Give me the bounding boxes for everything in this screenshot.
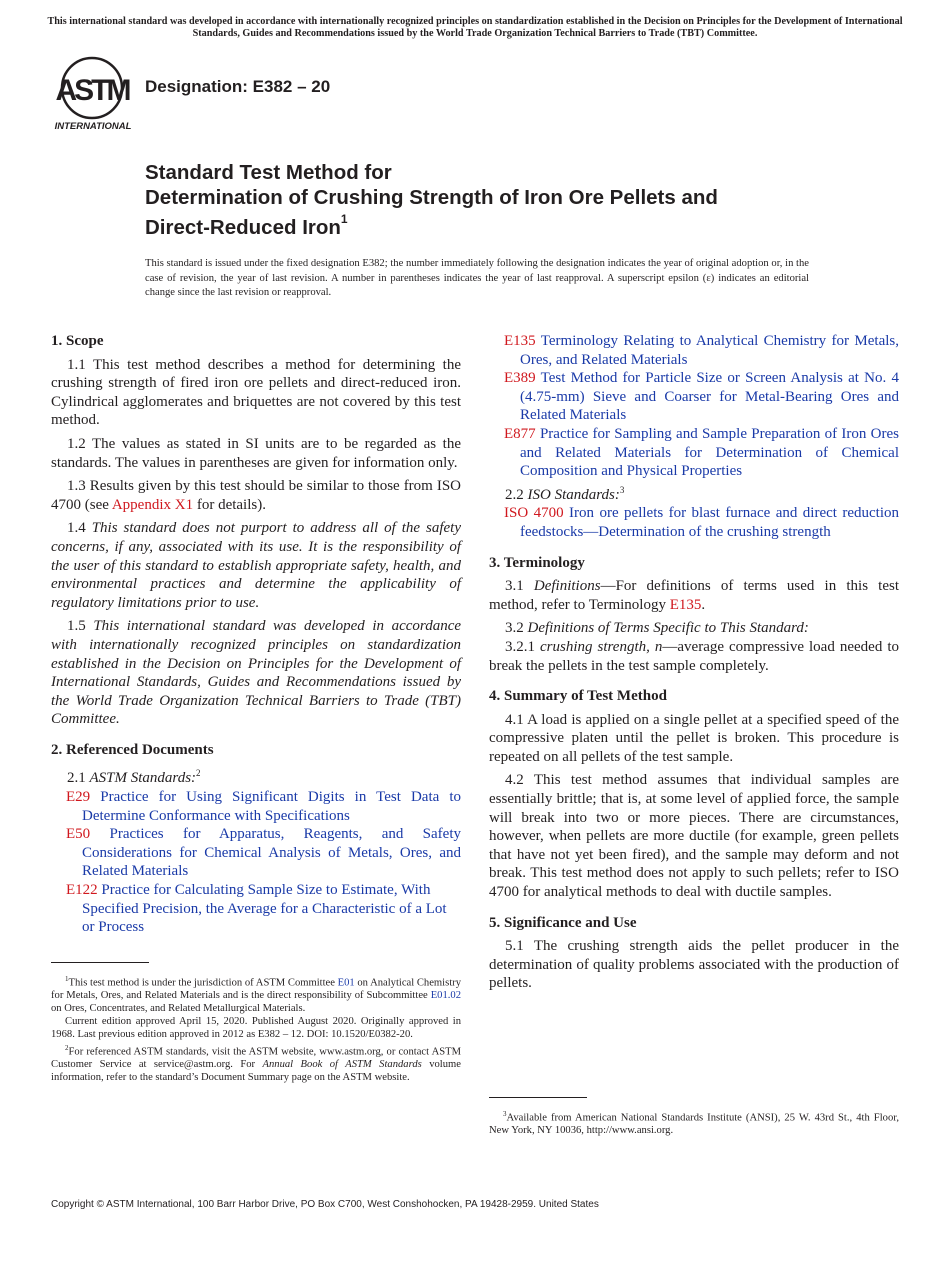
- footnote-1: $^1$This test method is under the jurisdiction of ASTM Committee E01 on Analytical Chemistry for Metals, Ores, and Related Materials and is the direct responsibility of Subcommittee E01.02 on Ores, Concentrates, and Related Metallurgical Materials.: [51, 975, 461, 1015]
- reference-title-link[interactable]: Practice for Calculating Sample Size to Estimate, With Specified Precision, the Average for a Characteristic of a Lot or Process: [82, 882, 447, 936]
- para-1-4: 1.4 This standard does not purport to address all of the safety concerns, if any, associated with its use. It is the responsibility of the user of this standard to establish appropriate safety, health, and environmental practices and determine the applicability of regulatory limitations prior to use.: [51, 520, 462, 611]
- para-4-2: 4.2 This test method assumes that individual samples are essentially brittle; that is, at some level of applied force, the sample will break into two or more pieces. There are circumstances, however, when pellets are more ductile (for example, green pellets that have not yet been fired), and the sample may deform and not break. This test method does not apply to such pellets; refer to ISO 4700 for analytical methods to deal with ductile samples.: [489, 772, 899, 901]
- para-3-2-1: 3.2.1 crushing strength, n—average compressive load needed to break the pellets in the test sample completely.: [489, 638, 899, 674]
- reference-e389: [489, 369, 899, 425]
- appendix-x1-link[interactable]: Appendix X1: [111, 496, 194, 513]
- reference-e50: [51, 825, 461, 881]
- para-4-1: 4.1 A load is applied on a single pellet at a specified speed of the compressive platen until the pellet is broken. This procedure is repeated on all pellets of the test sample.: [489, 711, 899, 765]
- footnotes-left: [51, 962, 461, 1084]
- title-line-1: Standard Test Method for: [145, 161, 392, 184]
- logo-word: INTERNATIONAL: [54, 121, 132, 132]
- reference-code-link[interactable]: E50: [66, 826, 91, 843]
- reference-code-link[interactable]: E29: [66, 789, 91, 806]
- para-2-1: 2.1 ASTM Standards:$^2$: [67, 768, 201, 787]
- title-footnote-mark: 1: [340, 212, 348, 226]
- international-standard-notice: This international standard was developed in accordance with internationally recognized principles on standardization established in the Decision on Principles for the Development of International Standards, Guides and Recommendations issued by the World Trade Organization Technical Barriers to Trade (TBT) Committee.: [47, 16, 903, 39]
- para-1-5: 1.5 This international standard was developed in accordance with internationally recognized principles on standardization established in the Decision on Principles for the Development of International Standards, Guides and Recommendations issued by the World Trade Organization Technical Barriers to Trade (TBT) Committee.: [51, 618, 462, 728]
- footnotes-right: [489, 1097, 899, 1138]
- section-4-heading: 4. Summary of Test Method: [489, 688, 667, 705]
- reference-title-link[interactable]: Terminology Relating to Analytical Chemistry for Metals, Ores, and Related Materials: [520, 333, 899, 368]
- reference-e29: [51, 788, 461, 825]
- para-5-1: 5.1 The crushing strength aids the pellet producer in the determination of quality problems associated with the production of pellets.: [489, 938, 899, 992]
- reference-title-link[interactable]: Practice for Sampling and Sample Preparation of Iron Ores and Related Materials for Determination of Chemical Composition and Physical Properties: [520, 425, 900, 480]
- right-column: [489, 332, 899, 993]
- reference-title-link[interactable]: Test Method for Particle Size or Screen Analysis at No. 4 (4.75-mm) Sieve and Coarser for Metal-Bearing Ores and Related Materials: [520, 370, 899, 424]
- para-3-1: 3.1 Definitions—For definitions of terms used in this test method, refer to Terminology E135.: [489, 578, 900, 613]
- edition-note: Current edition approved April 15, 2020. Published August 2020. Originally approved in 1968. Last previous edition approved in 2012 as E382 – 12. DOI: 10.1520/E0382-20.: [51, 1015, 461, 1040]
- astm-international-logo: [52, 56, 134, 132]
- copyright-notice: Copyright © ASTM International, 100 Barr Harbor Drive, PO Box C700, West Conshohocken, PA 19428-2959. United States: [51, 1199, 599, 1210]
- reference-iso-4700: [489, 504, 899, 541]
- footnote-divider: [51, 962, 149, 963]
- para-2-2: 2.2 ISO Standards:$^3$: [505, 484, 625, 503]
- reference-e135: [489, 332, 899, 369]
- section-5-heading: 5. Significance and Use: [489, 914, 637, 931]
- e01-link[interactable]: E01: [337, 977, 355, 989]
- section-1-heading: 1. Scope: [51, 333, 104, 349]
- document-title: [145, 160, 865, 240]
- para-3-2: 3.2 Definitions of Terms Specific to This Standard:: [505, 620, 809, 637]
- para-1-1: 1.1 This test method describes a method for determining the crushing strength of fired iron ore pellets and direct-reduced iron. Cylindrical agglomerates and briquettes are not covered by this test method.: [51, 356, 461, 429]
- designation: Designation: E382 – 20: [145, 77, 331, 96]
- e135-link[interactable]: E135: [669, 596, 702, 613]
- reference-code-link[interactable]: ISO 4700: [504, 505, 564, 522]
- title-line-3: Direct-Reduced Iron: [145, 215, 341, 239]
- reference-e122: [51, 881, 461, 937]
- reference-title-link[interactable]: Practice for Using Significant Digits in Test Data to Determine Conformance with Specifications: [82, 789, 461, 824]
- reference-code-link[interactable]: E389: [504, 370, 536, 387]
- footnote-2: $^2$For referenced ASTM standards, visit the ASTM website, www.astm.org, or contact ASTM Customer Service at service@astm.org. For Annual Book of ASTM Standards volume information, refer to the standard’s Document Summary page on the ASTM website.: [51, 1043, 461, 1083]
- footnote-divider: [489, 1097, 587, 1098]
- e01-02-link[interactable]: E01.02: [430, 990, 461, 1002]
- left-column: [51, 332, 461, 937]
- para-1-2: 1.2 The values as stated in SI units are to be regarded as the standards. The values in parentheses are given for information only.: [51, 435, 461, 471]
- reference-title-link[interactable]: Iron ore pellets for blast furnace and direct reduction feedstocks—Determination of the crushing strength: [520, 505, 900, 540]
- reference-code-link[interactable]: E135: [504, 333, 536, 349]
- reference-title-link[interactable]: Practices for Apparatus, Reagents, and Safety Considerations for Chemical Analysis of Metals, Ores, and Related Materials: [82, 826, 462, 880]
- reference-e877: [489, 425, 899, 481]
- logo-letters: ASTM: [55, 74, 129, 107]
- designation-explanation: This standard is issued under the fixed designation E382; the number immediately following the designation indicates the year of original adoption or, in the case of revision, the year of last revision. A number in parentheses indicates the year of last reapproval. A superscript epsilon (ε) indicates an editorial change since the last revision or reapproval.: [145, 258, 809, 298]
- section-2-heading: 2. Referenced Documents: [51, 741, 214, 758]
- section-3-heading: 3. Terminology: [489, 554, 585, 571]
- footnote-3: $^3$Available from American National Standards Institute (ANSI), 25 W. 43rd St., 4th Floor, New York, NY 10036, http://www.ansi.org.: [489, 1110, 899, 1137]
- para-1-3: 1.3 Results given by this test should be similar to those from ISO 4700 (see Appendix X1 for details).: [51, 478, 461, 513]
- reference-code-link[interactable]: E877: [504, 425, 536, 442]
- reference-code-link[interactable]: E122: [66, 882, 98, 899]
- title-line-2: Determination of Crushing Strength of Iron Ore Pellets and: [145, 186, 718, 209]
